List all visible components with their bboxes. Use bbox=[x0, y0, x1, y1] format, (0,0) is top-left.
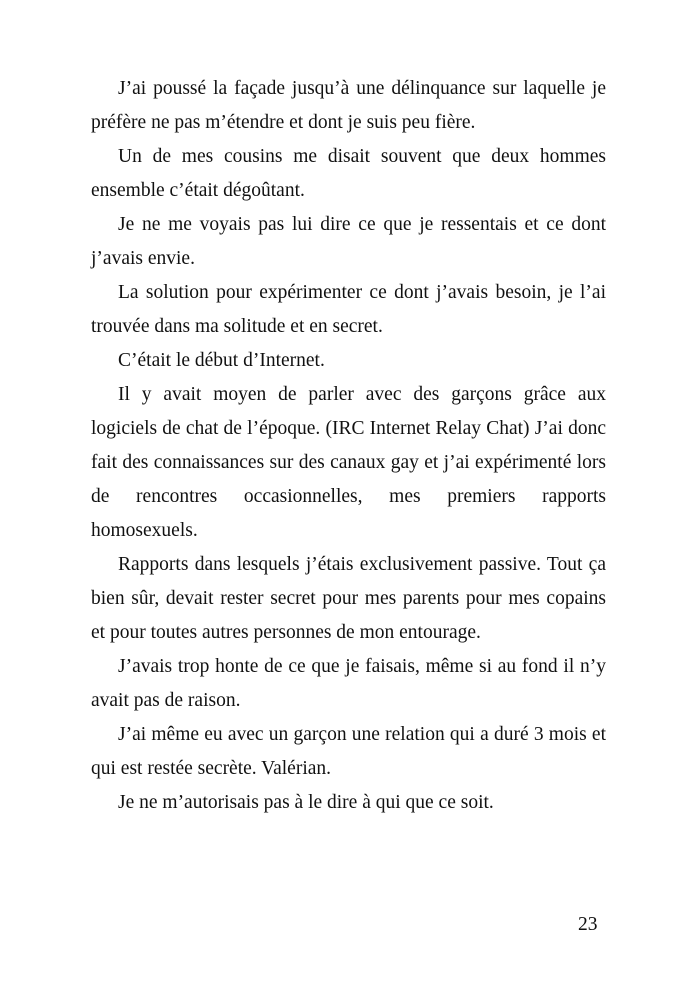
paragraph: Rapports dans lesquels j’étais exclusivement passive. Tout ça bien sûr, devait rester secret pour mes parents pour mes copains et pour toutes autres personnes de mon entourage. bbox=[91, 554, 606, 643]
page-body bbox=[91, 72, 606, 820]
paragraph: Je ne m’autorisais pas à le dire à qui que ce soit. bbox=[118, 792, 494, 813]
paragraph: Un de mes cousins me disait souvent que deux hommes ensemble c’était dégoûtant. bbox=[91, 146, 606, 201]
paragraph: C’était le début d’Internet. bbox=[118, 350, 325, 371]
page-number: 23 bbox=[578, 914, 598, 935]
paragraph: Il y avait moyen de parler avec des garçons grâce aux logiciels de chat de l’époque. (IRC Internet Relay Chat) J’ai donc fait des connaissances sur des canaux gay et j’ai expérimenté lors de rencontres occasionnelles, mes premiers rapports homosexuels. bbox=[91, 384, 606, 541]
paragraph: La solution pour expérimenter ce dont j’avais besoin, je l’ai trouvée dans ma solitude et en secret. bbox=[91, 282, 606, 337]
paragraph: J’avais trop honte de ce que je faisais, même si au fond il n’y avait pas de raison. bbox=[91, 656, 606, 711]
paragraph: J’ai poussé la façade jusqu’à une délinquance sur laquelle je préfère ne pas m’étendre et dont je suis peu fière. bbox=[91, 78, 606, 133]
paragraph: J’ai même eu avec un garçon une relation qui a duré 3 mois et qui est restée secrète. Valérian. bbox=[91, 724, 606, 779]
paragraph: Je ne me voyais pas lui dire ce que je ressentais et ce dont j’avais envie. bbox=[91, 214, 606, 269]
